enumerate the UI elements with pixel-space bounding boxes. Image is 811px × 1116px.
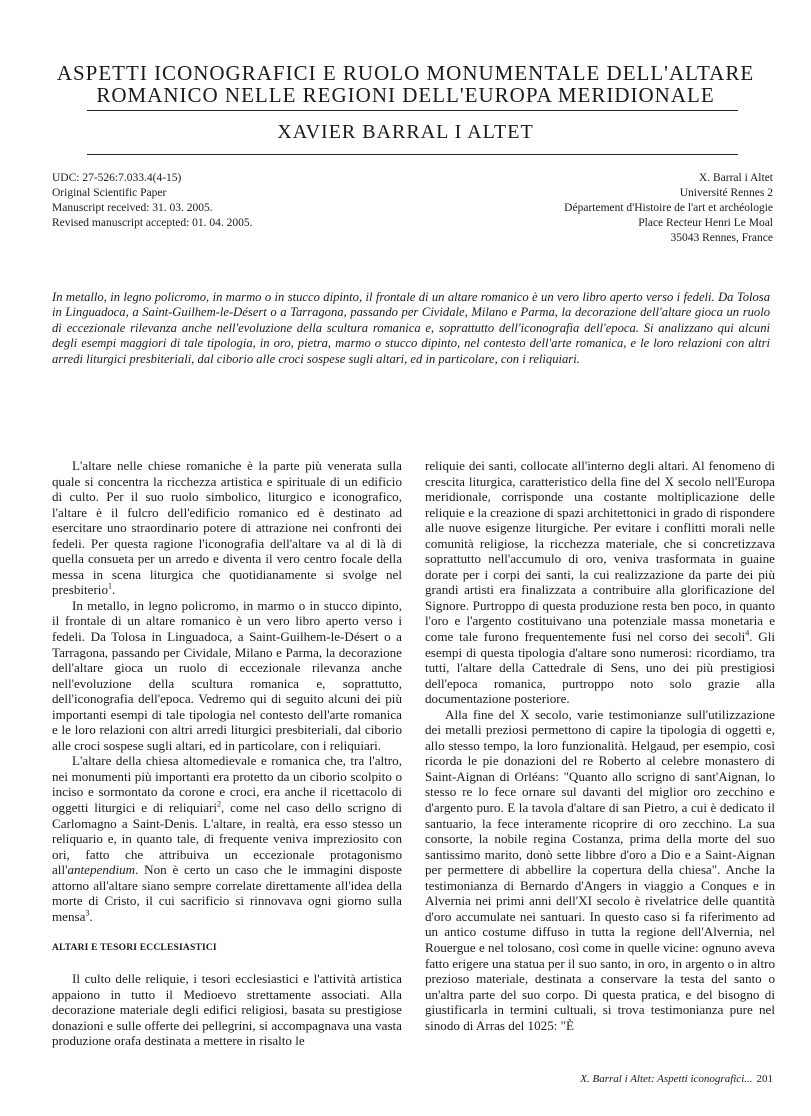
paragraph: L'altare della chiesa altomedievale e romanica che, tra l'altro, nei monumenti più importanti era protetto da un ciborio scolpito o inciso e sormontato da corone e croci, era anche il ricettacolo di oggetti liturgici e di reliquiari$^2$, come nel caso dello scrigno di Carlomagno a Saint-Denis. L'altare, in realtà, era esso stesso un reliquario e, in quanto tale, di frequente veniva impreziosito con ori, fatto che attribuiva un eccezionale protagonismo all'antependium. Non è certo un caso che le immagini disposte attorno all'altare siano sempre correlate direttamente all'idea della morte di Cristo, il cui sacrificio si rinnovava ogni giorno sulla mensa$^3$. — [52, 753, 402, 924]
affiliation-city: 35043 Rennes, France — [670, 232, 773, 244]
footnote-ref[interactable]: 2 — [217, 799, 222, 809]
affiliation-street: Place Recteur Henri Le Moal — [638, 217, 773, 229]
udc-code: UDC: 27-526:7.033.4(4-15) — [52, 172, 182, 184]
author-affiliation — [564, 171, 773, 246]
title-rule — [87, 110, 738, 111]
paragraph: Alla fine del X secolo, varie testimonianze sull'utilizzazione dei metalli preziosi permettono di capire la tipologia di oggetti e, allo stesso tempo, la loro funzionalità. Helgaud, per esempio, così ricorda le pie donazioni del re Roberto al celebre monastero di Saint-Aignan di Orléans: "Quanto allo scrigno di sant'Aignan, lo stesso re lo fece ornare sul davanti del miglior oro zecchino e d'argento puro. E la tavola d'altare di san Pietro, a cui è dedicato il santuario, la fece interamente ricoprire di oro zecchino. La sua consorte, la nobile regina Costanza, prima della morte del suo santissimo marito, donò sette libbre d'oro a Dio e a Saint-Aignan per permettere di abbellire la copertura della chiesa". Anche la testimonianza di Bernardo d'Angers in viaggio a Conques e in Alvernia nei primi anni dell'XI secolo è rivelatrice delle quantità d'oro accumulate nei santuari. In questo caso si fa riferimento ad un antico costume diffuso in tutta la regione dell'Alvernia, nel Rouergue e nel tolosano, così come in quelle vicine: ognuno aveva fatto erigere una statua per il suo santo, in oro, in argento o in altro prezioso materiale, destinata a conservare la testa del santo o un'altra parte del suo corpo. Di questa pratica, e del bisogno di giustificarla in termini cultuali, si trova testimonianza pure nel sinodo di Arras del 1025: "È — [425, 706, 775, 1033]
footnote-ref[interactable]: 1 — [108, 582, 112, 592]
paper-type: Original Scientific Paper — [52, 187, 167, 199]
paragraph: In metallo, in legno policromo, in marmo o in stucco dipinto, il frontale di un altare romanico è un vero libro aperto verso i fedeli. Da Tolosa in Linguadoca, a Saint-Guilhem-le-Désert o a Tarragona, passando per Cividale, Milano e Parma, la decorazione dell'altare gioca un ruolo di eccezionale rilevanza anche nell'evoluzione della scultura romanica e, soprattutto, dell'iconografia dell'epoca. Vedremo qui di seguito alcuni dei più importanti esempi di tale tipologia nel contesto dell'arte romanica e le loro relazioni con altri arredi liturgici presbiteriali, dal ciborio alle croci sospese sugli altari, ed in particolare, con i reliquiari. — [52, 597, 402, 753]
running-title: X. Barral i Altet: Aspetti iconografici... — [580, 1073, 753, 1085]
paragraph: Il culto delle reliquie, i tesori ecclesiastici e l'attività artistica appaiono in tutto il Medioevo strettamente associati. Alla decorazione materiale degli edifici religiosi, basata su prestigiose donazioni e sulle offerte dei pellegrini, si accompagnava una vasta produzione orafa destinata a mettere in risalto le — [52, 970, 402, 1049]
footnote-ref[interactable]: 4 — [745, 628, 750, 638]
footnote-ref[interactable]: 3 — [85, 908, 90, 918]
affiliation-name: X. Barral i Altet — [698, 172, 773, 184]
title-line-2: ROMANICO NELLE REGIONI DELL'EUROPA MERIDIONALE — [96, 83, 715, 107]
body-column-left — [52, 458, 402, 1049]
title-line-1: ASPETTI ICONOGRAFICI E RUOLO MONUMENTALE DELL'ALTARE — [56, 61, 755, 85]
article-title — [40, 62, 771, 106]
affiliation-department: Département d'Histoire de l'art et archéologie — [564, 202, 773, 214]
section-heading: ALTARI E TESORI ECCLESIASTICI — [52, 943, 217, 954]
page-footer — [580, 1073, 773, 1085]
paper-metadata — [52, 171, 253, 231]
author-name: XAVIER BARRAL I ALTET — [277, 121, 534, 143]
abstract: In metallo, in legno policromo, in marmo o in stucco dipinto, il frontale di un altare romanico è un vero libro aperto verso i fedeli. Da Tolosa in Linguadoca, a Saint-Guilhem-le-Désert o a Tarragona, passando per Cividale, Milano e Parma, la decorazione dell'altare gioca un ruolo di eccezionale rilevanza anche nell'evoluzione della scultura romanica e, soprattutto dell'iconografia dell'epoca. Si analizzano qui alcuni degli esempi maggiori di tale tipologia, in oro, pietra, marmo o stucco dipinto, nel contesto dell'arte romanica, e le loro relazioni con altri arredi liturgici presbiteriali, dal ciborio alle croci sospese sugli altari, ed in particolare, con i reliquiari. — [52, 290, 770, 366]
author-rule — [87, 154, 738, 155]
affiliation-university: Université Rennes 2 — [679, 187, 773, 199]
paragraph: L'altare nelle chiese romaniche è la parte più venerata sulla quale si concentra la ricchezza artistica e spirituale di un edificio di culto. Per il suo ruolo simbolico, liturgico e iconografico, l'altare è il fulcro dell'edificio romanico ed è destinato ad esercitare uno straordinario potere di attrazione nei confronti dei fedeli. Per questa ragione l'iconografia dell'altare va al di là di quella consueta per un arredo e diventa il vero centro focale della messa in scena liturgica che quotidianamente si svolge nel presbiterio$^1$. — [52, 458, 402, 598]
received-date: Manuscript received: 31. 03. 2005. — [52, 202, 213, 214]
accepted-date: Revised manuscript accepted: 01. 04. 2005. — [52, 217, 253, 229]
body-column-right — [425, 458, 775, 1033]
page-number: 201 — [756, 1073, 773, 1085]
paragraph: reliquie dei santi, collocate all'interno degli altari. Al fenomeno di crescita liturgica, caratteristico della fine del X secolo nell'Europa meridionale, corrisponde una costante moltiplicazione delle reliquie e la creazione di spazi architettonici in grado di rispondere alle nuove esigenze liturgiche. Per evitare i conflitti morali nelle comunità religiose, la ricchezza materiale, che si concretizzava soprattutto nell'accumulo di oro, veniva trasformata in guaine dorate per i corpi dei santi, la cui realizzazione da parte dei più grandi artisti era finalizzata a contribuire alla glorificazione del Signore. Purtroppo di questa produzione resta ben poco, in quanto l'oro e l'argento costituivano una potenziale massa monetaria e come tale furono frequentemente fusi nel corso dei secoli$^4$. Gli esempi di questa tipologia d'altare sono numerosi: ricordiamo, tra tutti, l'altare della Cattedrale di Sens, uno dei più prestigiosi dell'epoca romanica, purtroppo noto solo grazie alla documentazione posteriore. — [425, 458, 776, 707]
